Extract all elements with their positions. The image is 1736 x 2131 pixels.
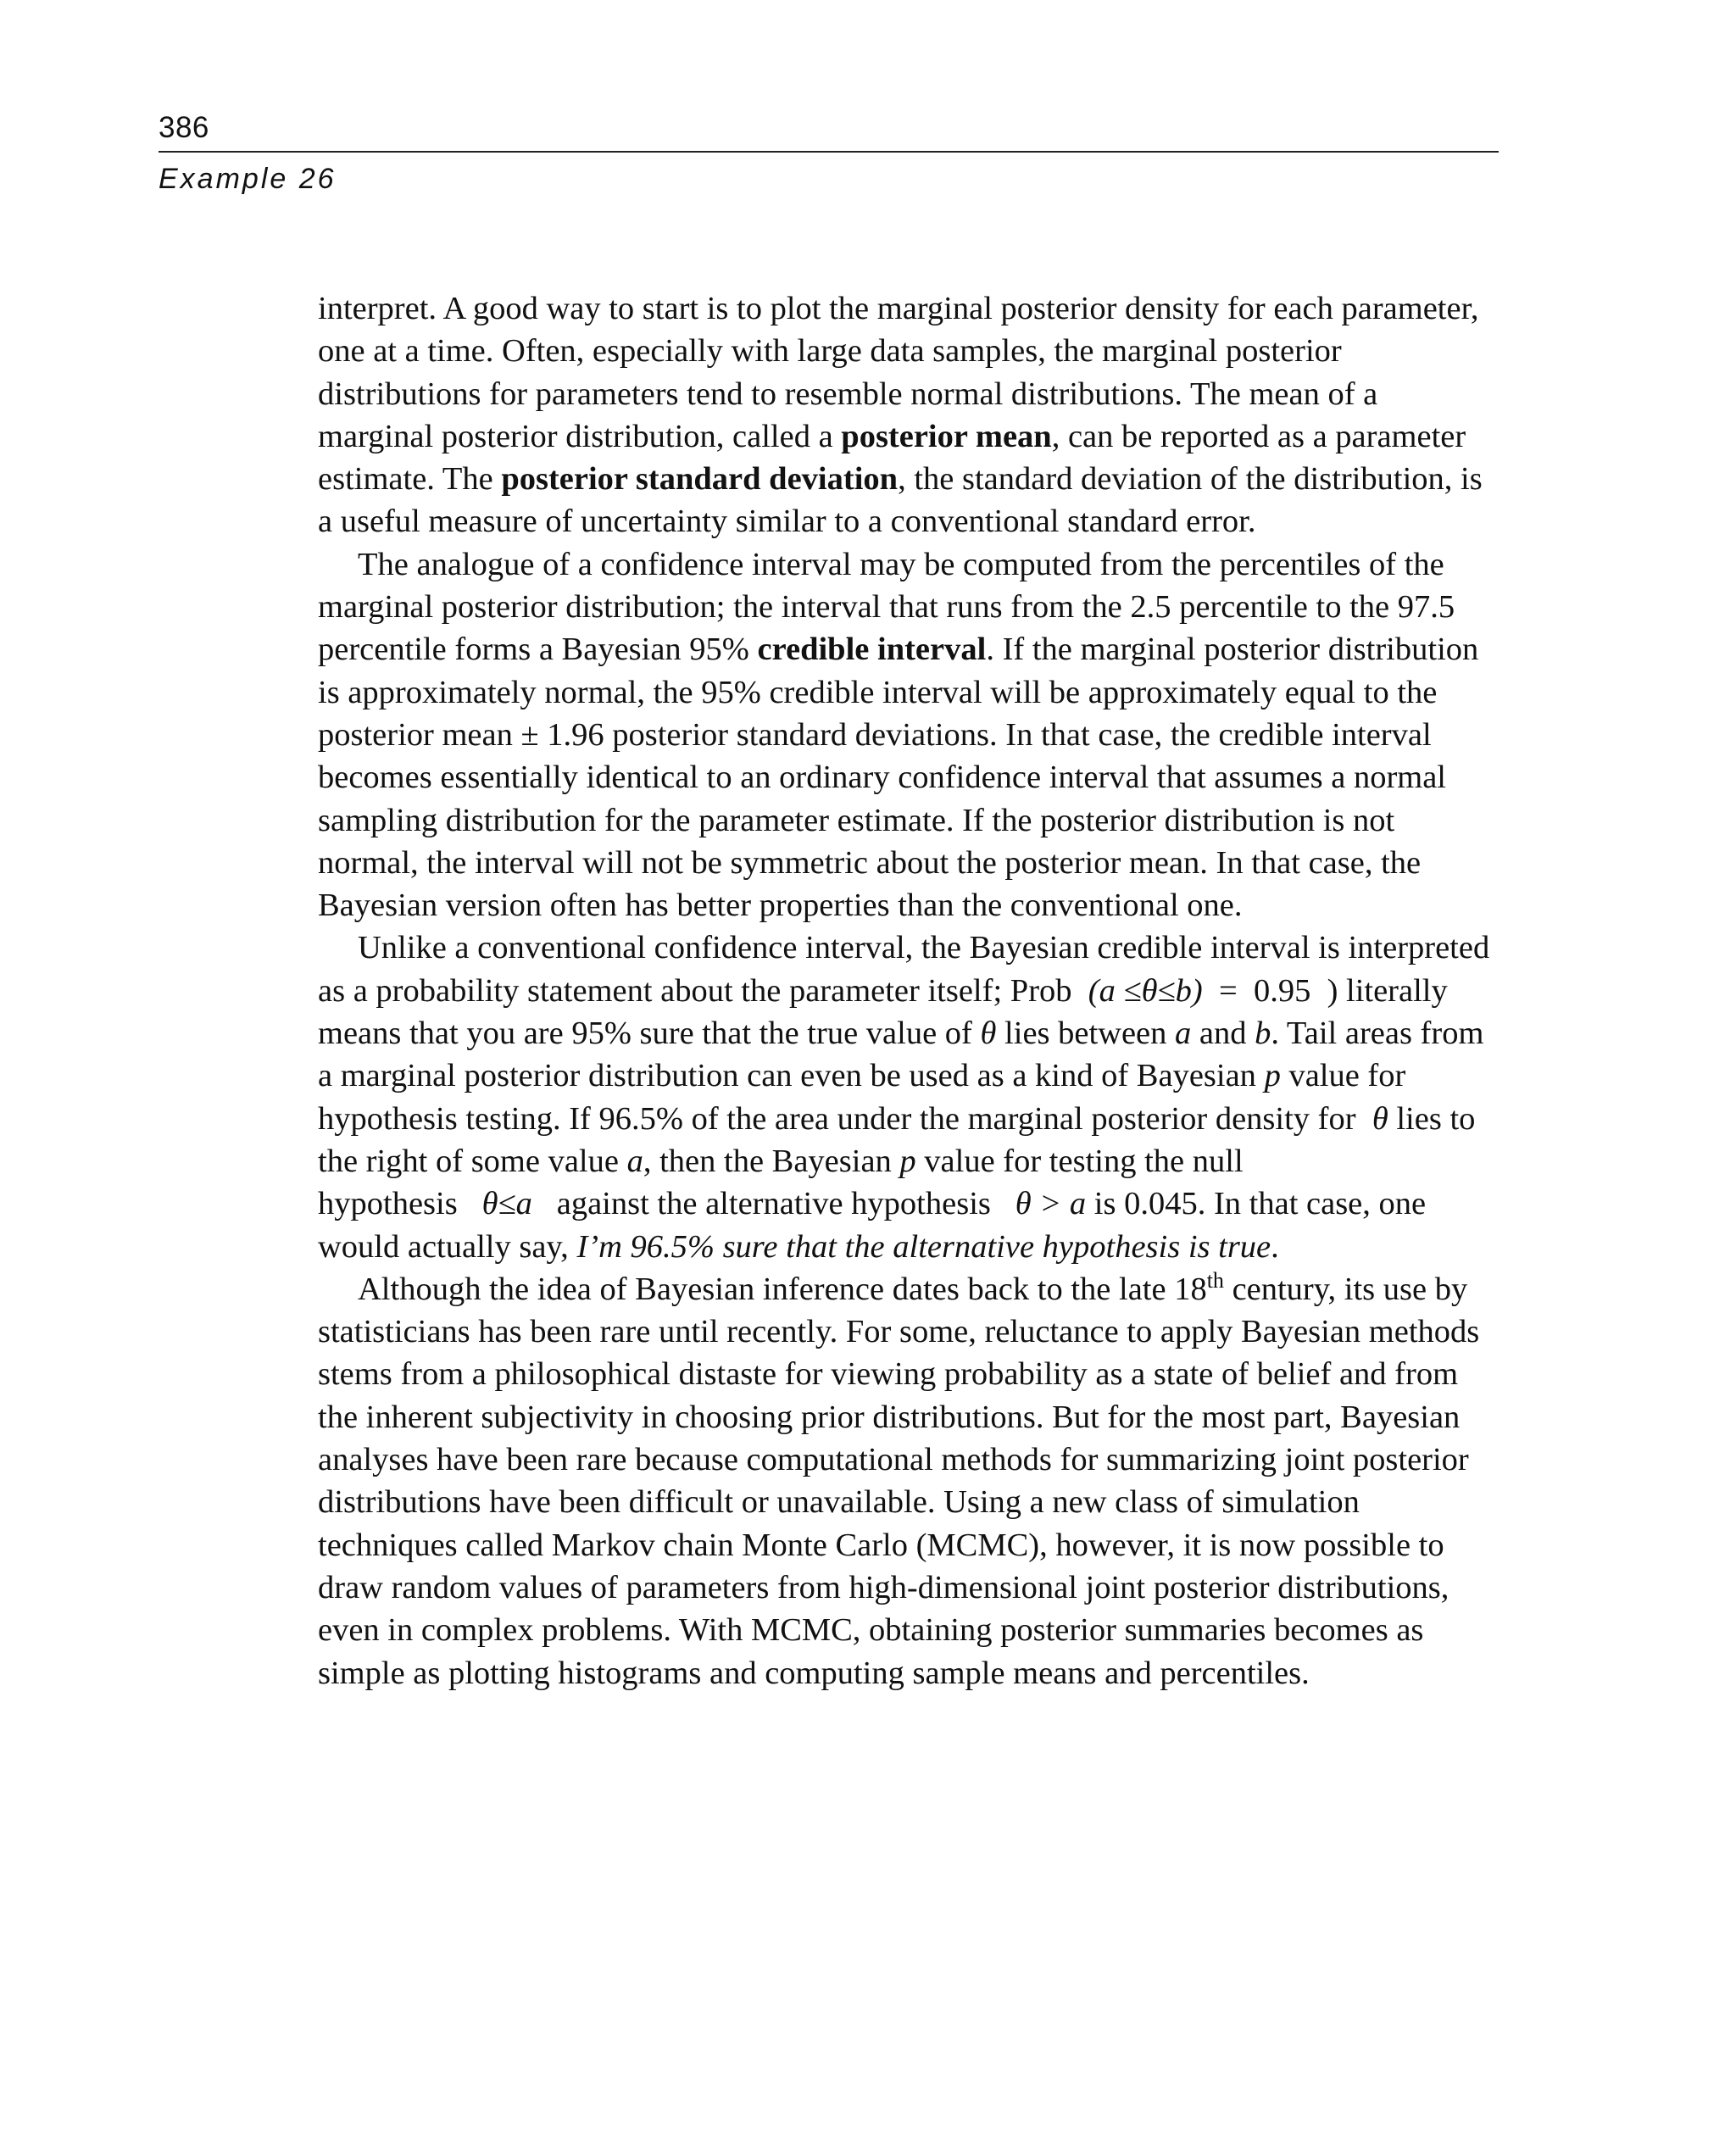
math-equals: = [1218, 972, 1238, 1009]
text-run: Prob [1010, 972, 1072, 1009]
math-theta: θ [980, 1015, 997, 1052]
header-rule [159, 151, 1499, 153]
math-interval: (a ≤θ≤b) [1088, 972, 1203, 1009]
math-a: a [626, 1143, 643, 1179]
text-run: interpret. A good way to start is to plot the marginal posterior density for each parameter, one at a time. Often, especially with large data samples, the marginal posterior distributions for parameters tend to resemble normal distributions. The mean of a marginal posterior distribution, called a [318, 291, 1479, 454]
text-run: , then the Bayesian [643, 1143, 892, 1179]
text-run: , the standard deviation of the distribution, is a useful measure of uncertainty similar to a conventional standard error. [318, 461, 1483, 540]
math-p: p [1264, 1058, 1281, 1094]
running-head: Example 26 [159, 163, 337, 195]
superscript: th [1206, 1267, 1224, 1293]
text-run: against the alternative hypothesis [556, 1186, 991, 1222]
paragraph [318, 926, 1500, 1267]
math-b: b [1255, 1015, 1271, 1052]
body-text [318, 287, 1500, 1694]
term-posterior-standard-deviation: posterior standard deviation [501, 461, 899, 498]
text-run: The analogue of a confidence interval may be computed from the percentiles of the marginal posterior distribution; the interval that runs from the 2.5 percentile to the 97.5 percentile forms a Bayesian 95% [318, 546, 1455, 668]
math-null-hypothesis: θ≤a [481, 1186, 532, 1222]
text-run: . Tail areas from a marginal posterior distribution can even be used as a kind of Bayesian [318, 1015, 1484, 1094]
text-run: . If the marginal posterior distribution is approximately normal, the 95% credible interval will be approximately equal to the posterior mean ± 1.96 posterior standard deviations. In that case, the credible interval becomes essentially identical to an ordinary confidence interval that assumes a normal sampling distribution for the parameter estimate. If the posterior distribution is not normal, the interval will not be symmetric about the posterior mean. In that case, the Bayesian version often has better properties than the conventional one. [318, 632, 1479, 924]
math-a: a [1175, 1015, 1192, 1052]
text-run: . [1271, 1228, 1279, 1265]
text-run: , can be reported as a parameter estimate. The [318, 418, 1466, 498]
math-theta: θ [1372, 1100, 1388, 1137]
math-p: p [899, 1143, 916, 1179]
term-posterior-mean: posterior mean [841, 418, 1052, 454]
text-run: value for testing the null hypothesis [318, 1143, 1244, 1222]
paragraph [318, 1268, 1500, 1694]
text-run: is 0.045. In that case, one would actually say, [318, 1186, 1427, 1265]
text-run: century, its use by statisticians has been rare until recently. For some, reluctance to apply Bayesian methods stems from a philosophical distaste for viewing probability as a state of belief and from the inherent subjectivity in choosing prior distributions. But for the most part, Bayesian analyses have been rare because computational methods for summarizing joint posterior distributions have been difficult or unavailable. Using a new class of simulation techniques called Markov chain Monte Carlo (MCMC), however, it is now possible to draw random values of parameters from high-dimensional joint posterior distributions, even in complex problems. With MCMC, obtaining posterior summaries becomes as simple as plotting histograms and computing sample means and percentiles. [318, 1271, 1480, 1691]
text-run: and [1199, 1015, 1247, 1052]
emphasized-quote: I’m 96.5% sure that the alternative hypothesis is true [576, 1228, 1271, 1265]
text-run: ) literally means that you are 95% sure that the true value of [318, 972, 1448, 1052]
paragraph [318, 543, 1500, 927]
text-run: Although the idea of Bayesian inference dates back to the late 18 [358, 1271, 1207, 1307]
text-run: lies between [1004, 1015, 1167, 1052]
term-credible-interval: credible interval [757, 632, 987, 668]
page-number: 386 [159, 111, 209, 144]
paragraph [318, 287, 1500, 543]
text-run: Unlike a conventional confidence interval, the Bayesian credible interval is interpreted as a probability statement about the parameter itself; [318, 930, 1490, 1009]
text-run: lies to the right of some value [318, 1100, 1476, 1179]
text-run: value for hypothesis testing. If 96.5% of the area under the marginal posterior density for [318, 1058, 1406, 1137]
math-value: 0.95 [1253, 972, 1311, 1009]
math-alternative-hypothesis: θ > a [1015, 1186, 1087, 1222]
